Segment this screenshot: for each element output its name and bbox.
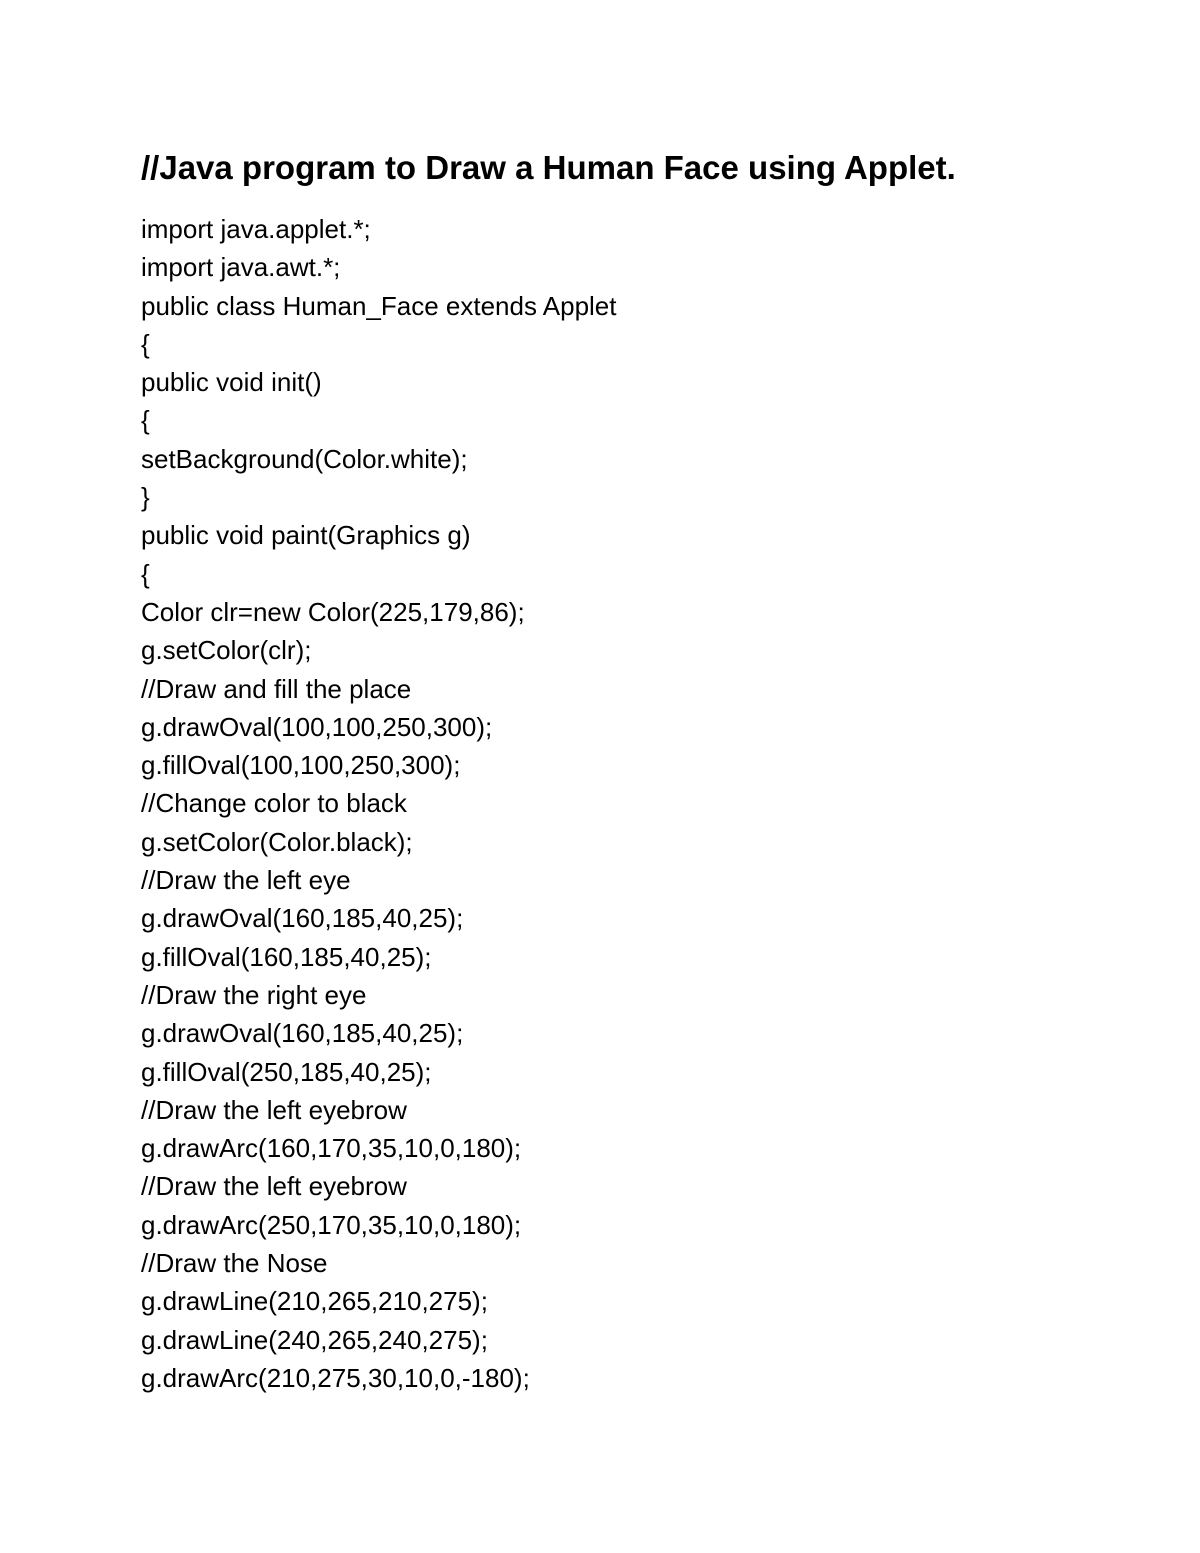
code-line: //Draw the left eyebrow [141, 1171, 407, 1202]
code-line: } [141, 482, 150, 513]
code-listing [141, 210, 1141, 1397]
code-line: g.drawLine(210,265,210,275); [141, 1286, 488, 1317]
code-line: g.setColor(clr); [141, 635, 312, 666]
code-line: //Draw and fill the place [141, 673, 412, 704]
code-line: public class Human_Face extends Applet [141, 290, 617, 321]
code-line: g.fillOval(250,185,40,25); [141, 1056, 432, 1087]
code-line: g.drawLine(240,265,240,275); [141, 1324, 488, 1355]
code-line: //Change color to black [141, 788, 407, 819]
document-content [141, 146, 1141, 1397]
code-line: g.drawOval(160,185,40,25); [141, 903, 464, 934]
document-title: //Java program to Draw a Human Face using Applet. [141, 149, 956, 186]
code-line: //Draw the left eyebrow [141, 1094, 407, 1125]
code-line: //Draw the right eye [141, 979, 367, 1010]
code-line: g.fillOval(100,100,250,300); [141, 750, 461, 781]
code-line: g.drawOval(100,100,250,300); [141, 711, 493, 742]
code-line: public void paint(Graphics g) [141, 520, 471, 551]
code-line: { [141, 558, 150, 589]
code-line: g.drawOval(160,185,40,25); [141, 1018, 464, 1049]
code-line: //Draw the Nose [141, 1248, 328, 1279]
code-line: g.drawArc(160,170,35,10,0,180); [141, 1133, 522, 1164]
code-line: g.drawArc(210,275,30,10,0,-180); [141, 1362, 530, 1393]
code-line: g.fillOval(160,185,40,25); [141, 941, 432, 972]
code-line: setBackground(Color.white); [141, 443, 468, 474]
code-line: import java.applet.*; [141, 214, 371, 244]
code-line: { [141, 328, 150, 359]
code-line: public void init() [141, 367, 322, 398]
code-line: import java.awt.*; [141, 252, 341, 283]
code-line: Color clr=new Color(225,179,86); [141, 596, 525, 627]
code-line: g.setColor(Color.black); [141, 826, 413, 857]
code-line: //Draw the left eye [141, 865, 351, 896]
code-line: { [141, 405, 150, 436]
code-line: g.drawArc(250,170,35,10,0,180); [141, 1209, 522, 1240]
